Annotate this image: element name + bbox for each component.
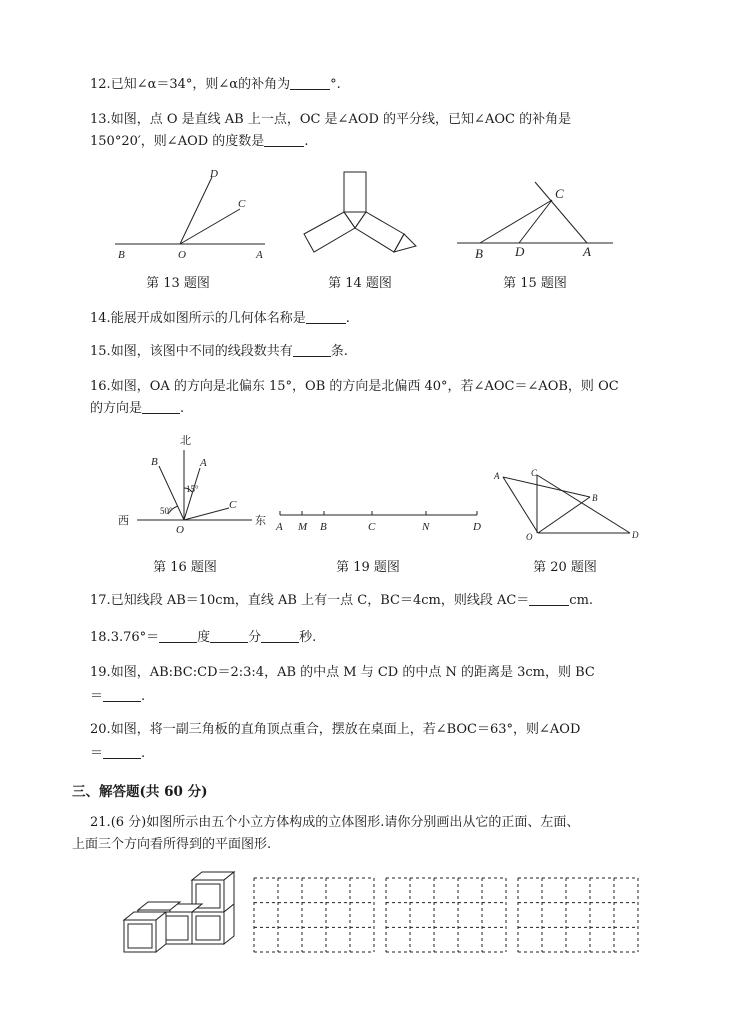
question-19: 19.如图，AB:BC:CD＝2:3:4，AB 的中点 M 与 CD 的中点 N 的距离是 3cm，则 BC	[90, 665, 595, 680]
label-c: C	[229, 499, 237, 511]
label-west: 西	[118, 515, 129, 527]
ray-oc	[184, 508, 229, 520]
grid-2[interactable]	[386, 878, 506, 952]
ray-od	[180, 177, 212, 244]
net-rect-left	[304, 212, 355, 252]
label-a: A	[494, 471, 500, 481]
answer-blank-minute[interactable]	[210, 628, 248, 643]
answer-blank[interactable]	[529, 591, 569, 606]
label-b: B	[475, 246, 483, 261]
label-m: M	[298, 521, 308, 533]
question-17: 17.已知线段 AB＝10cm，直线 AB 上有一点 C，BC＝4cm，则线段 AC＝ cm.	[90, 593, 594, 608]
question-18: 18.3.76°＝ 度 分 秒.	[90, 630, 317, 645]
ray-oc	[180, 209, 240, 244]
answer-grids	[250, 876, 645, 958]
caption-fig20: 第 20 题图	[533, 560, 597, 575]
figure-20	[490, 465, 645, 545]
label-o: O	[178, 249, 186, 261]
label-angle-50: 50°	[160, 506, 173, 516]
segment-bc	[480, 200, 552, 243]
question-21-line2: 上面三个方向看所得到的平面图形.	[72, 837, 272, 852]
answer-blank[interactable]	[264, 132, 304, 147]
segment-ao	[503, 477, 538, 533]
caption-fig13: 第 13 题图	[146, 276, 210, 291]
answer-blank[interactable]	[306, 309, 346, 324]
answer-blank[interactable]	[103, 744, 141, 759]
question-21: 21.(6 分)如图所示由五个小立方体构成的立体图形.请你分别画出从它的正面、左面、	[90, 815, 580, 830]
label-b: B	[320, 521, 327, 533]
segment-ob	[538, 497, 590, 533]
question-20: 20.如图，将一副三角板的直角顶点重合，摆放在桌面上，若∠BOC＝63°，则∠AOD	[90, 722, 581, 737]
grid-1[interactable]	[254, 878, 374, 952]
label-angle-15: 15°	[186, 484, 199, 494]
label-east: 东	[255, 515, 266, 527]
label-a: A	[583, 244, 591, 259]
figure-15	[455, 180, 620, 262]
label-north: 北	[180, 435, 191, 447]
cube-front-left	[124, 912, 166, 952]
label-a: A	[200, 457, 207, 469]
net-triangle-center	[344, 212, 366, 228]
label-a: A	[256, 249, 263, 261]
caption-fig15: 第 15 题图	[503, 276, 567, 291]
label-c: C	[238, 198, 246, 210]
label-b: B	[118, 249, 125, 261]
segment-dc	[519, 200, 552, 243]
answer-blank[interactable]	[103, 687, 141, 702]
answer-blank-degree[interactable]	[159, 628, 197, 643]
question-13: 13.如图，点 O 是直线 AB 上一点，OC 是∠AOD 的平分线，已知∠AOC 的补角是	[90, 112, 572, 127]
question-16-line2: 的方向是 .	[90, 401, 185, 416]
section-title: 三、解答题(共 60 分)	[72, 784, 208, 800]
question-12: 12.已知∠α＝34°，则∠α的补角为 °.	[90, 77, 341, 92]
ray-oa	[184, 468, 200, 520]
grid-3[interactable]	[518, 878, 638, 952]
answer-blank[interactable]	[142, 399, 180, 414]
label-d: D	[515, 244, 525, 259]
answer-blank[interactable]	[290, 75, 330, 90]
figure-21-cubes	[118, 868, 243, 958]
figure-13	[110, 165, 270, 265]
question-20-line2: ＝ .	[90, 746, 146, 761]
net-rect-top	[344, 172, 366, 212]
answer-blank[interactable]	[293, 342, 331, 357]
figure-19	[272, 505, 487, 535]
answer-blank-second[interactable]	[261, 628, 299, 643]
segment-ab	[503, 477, 590, 497]
label-b: B	[592, 493, 598, 503]
figure-16	[112, 428, 272, 540]
label-d: D	[632, 530, 639, 540]
caption-fig14: 第 14 题图	[328, 276, 392, 291]
label-d: D	[473, 521, 481, 533]
question-14: 14.能展开成如图所示的几何体名称是 .	[90, 311, 350, 326]
figure-14-net	[300, 168, 430, 263]
net-triangle-right	[394, 234, 416, 252]
label-n: N	[422, 521, 430, 533]
label-o: O	[526, 532, 533, 542]
caption-fig16: 第 16 题图	[153, 560, 217, 575]
net-rect-right	[355, 212, 404, 252]
caption-fig19: 第 19 题图	[336, 560, 400, 575]
question-13-line2: 150°20′，则∠AOD 的度数是 .	[90, 134, 309, 149]
label-c: C	[368, 521, 376, 533]
question-15: 15.如图，该图中不同的线段数共有 条.	[90, 344, 348, 359]
label-o: O	[176, 524, 184, 536]
question-19-line2: ＝ .	[90, 689, 146, 704]
label-c: C	[555, 186, 564, 201]
label-b: B	[151, 456, 158, 468]
question-16: 16.如图，OA 的方向是北偏东 15°，OB 的方向是北偏西 40°，若∠AOC＝∠AOB，则 OC	[90, 379, 619, 394]
label-a: A	[276, 521, 283, 533]
label-d: D	[210, 168, 218, 180]
label-c: C	[531, 468, 538, 478]
